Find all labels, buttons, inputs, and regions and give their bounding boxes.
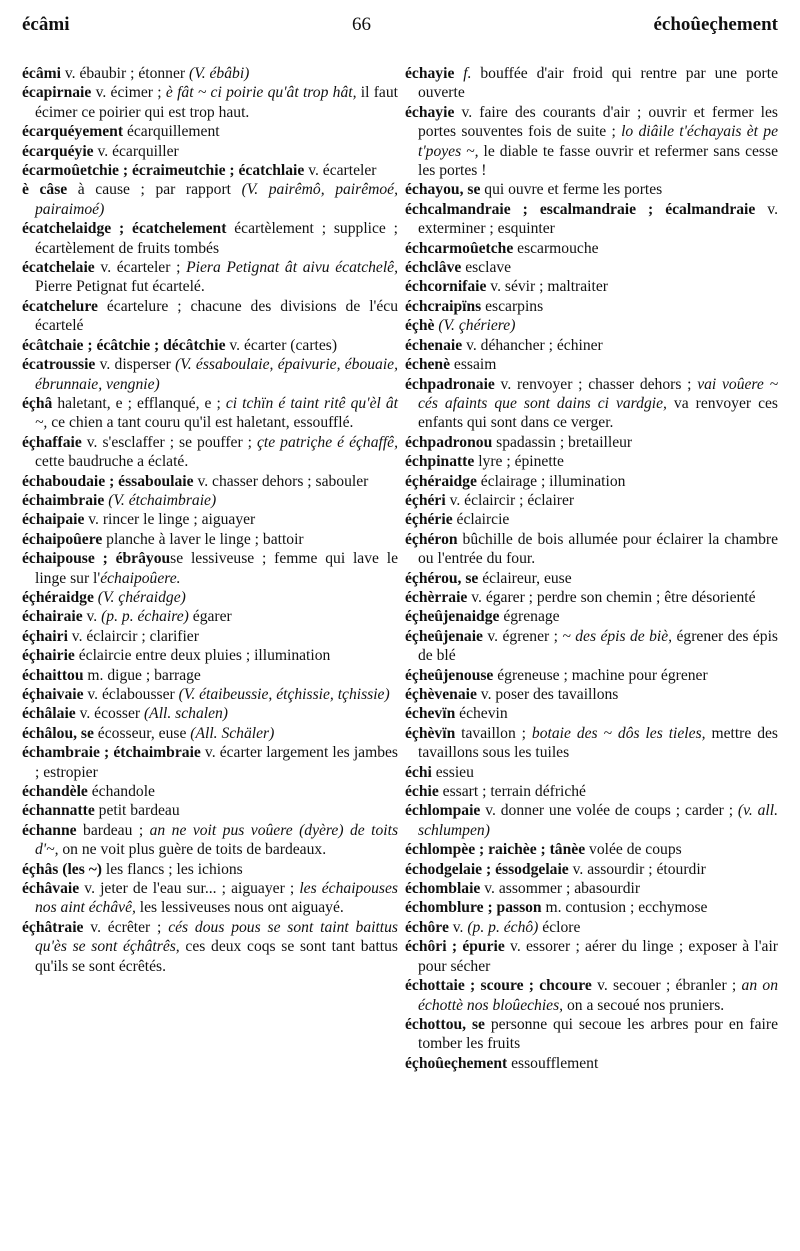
dictionary-entry-echeraidge2 xyxy=(405,472,778,491)
entry-example: an on échottè nos bloûechies, xyxy=(418,977,778,1014)
entry-headword: éçhéraidge xyxy=(22,588,94,606)
dictionary-entry-echori xyxy=(405,937,778,976)
entry-example: è fât ~ ci poirie qu'ât trop hât, xyxy=(165,84,357,102)
entry-example: (v. all. schlumpen) xyxy=(418,802,778,839)
entry-definition: essoufflement xyxy=(507,1054,599,1072)
entry-definition: escarpins xyxy=(481,297,544,315)
entry-headword: échpadronou xyxy=(405,433,493,451)
entry-example: ci tchïn é taint ritê qu'èl ât ~, xyxy=(35,394,398,432)
page-number: 66 xyxy=(351,14,371,35)
entry-headword: échodgelaie ; éssodgelaie xyxy=(405,860,569,878)
entry-definition: escarmouche xyxy=(513,239,599,257)
entry-definition: v. écarter (cartes) xyxy=(225,336,338,354)
entry-definition: bardeau ; xyxy=(76,821,150,839)
dictionary-entry-echenaie xyxy=(405,336,778,355)
dictionary-entry-echeujenouse xyxy=(405,666,778,685)
entry-headword: écarquéyie xyxy=(22,142,94,160)
entry-definition: spadassin ; bretailleur xyxy=(492,433,633,451)
entry-example: çte patriçhe é éçhaffê, xyxy=(257,433,398,451)
entry-example: an ne voit pus voûere (dyère) de toits d'~, xyxy=(35,821,399,859)
entry-definition: écartèlement ; supplice ; écartèlement de fruits tombés xyxy=(35,220,398,257)
entry-example: Piera Petignat ât aivu écatchelê, xyxy=(186,259,398,277)
entry-definition: éclaircie xyxy=(452,511,510,529)
entry-headword: éçheûjenouse xyxy=(405,666,494,684)
dictionary-entry-ecatchelure xyxy=(22,297,398,336)
dictionary-entry-echavaie xyxy=(22,879,398,918)
entry-definition: éclairage ; illumination xyxy=(476,472,626,490)
dictionary-entry-echambraie xyxy=(22,743,398,782)
entry-headword: échairaie xyxy=(22,608,83,626)
entry-headword: échayou, se xyxy=(405,181,481,199)
entry-definition: v. exterminer ; esquinter xyxy=(418,200,778,238)
entry-headword: échenè xyxy=(405,356,451,374)
dictionary-entry-echeujenaie xyxy=(405,627,778,666)
dictionary-entry-echevin1 xyxy=(405,704,778,723)
columns xyxy=(22,64,778,1073)
entry-headword: échcraipïns xyxy=(405,297,482,315)
entry-definition: le diable te fasse ouvrir et refermer sans cesse les portes ! xyxy=(418,142,778,180)
entry-definition: v. jeter de l'eau sur... ; aiguayer ; xyxy=(79,880,300,898)
entry-example: (p. p. échô) xyxy=(467,918,539,936)
entry-definition: v. faire des courants d'air ; ouvrir et fermer les portes souventes fois de suite ; xyxy=(418,103,778,141)
entry-headword: écatchelaie xyxy=(22,259,95,277)
entry-definition: v. sévir ; maltraiter xyxy=(486,278,608,296)
dictionary-entry-ecami xyxy=(22,64,398,83)
entry-definition: écartelure ; chacune des divisions de l'écu écartelé xyxy=(35,297,398,335)
entry-definition: v. donner une volée de coups ; carder ; xyxy=(480,802,738,820)
entry-example: (V. çhéraidge) xyxy=(97,588,186,606)
entry-definition: v. assommer ; abasourdir xyxy=(480,880,641,898)
dictionary-entry-echottaie xyxy=(405,976,778,1015)
entry-definition: v. s'esclaffer ; se pouffer ; xyxy=(81,433,257,451)
entry-headword: éçhérou, se xyxy=(405,569,479,587)
entry-definition: v. déhancher ; échiner xyxy=(462,336,603,354)
entry-headword: échcalmandraie ; escalmandraie ; écalmandraie xyxy=(405,200,756,218)
entry-definition: lyre ; épinette xyxy=(474,453,564,471)
entry-example: vai voûere ~ cés afaints que sont dains ci vardgie, xyxy=(418,375,779,412)
left-column xyxy=(22,64,398,1073)
dictionary-entry-echomblaie xyxy=(405,879,778,898)
entry-headword: échottou, se xyxy=(405,1015,485,1033)
entry-example: (V. étaibeussie, étçhissie, tçhissie) xyxy=(178,686,390,703)
dictionary-entry-echalou xyxy=(22,724,398,743)
entry-example: (V. éssaboulaie, épaivurie, ébouaie, ébrunnaie, vengnie) xyxy=(35,356,398,393)
dictionary-entry-echas xyxy=(22,860,398,879)
entry-definition: essart ; terrain défriché xyxy=(438,783,586,801)
entry-headword: éçhairie xyxy=(22,647,75,665)
entry-definition: se lessiveuse ; femme qui lave le linge sur l' xyxy=(35,550,399,587)
entry-definition: m. contusion ; ecchymose xyxy=(541,899,708,917)
dictionary-entry-echalaie xyxy=(22,704,398,723)
entry-example: (V. étchaimbraie) xyxy=(108,491,217,509)
entry-headword: échambraie ; étchaimbraie xyxy=(22,744,201,762)
entry-definition: essaim xyxy=(450,356,497,374)
entry-definition: v. écarter largement les jambes ; estropier xyxy=(35,744,398,781)
entry-headword: échlompaie xyxy=(405,802,481,820)
entry-headword: écatchelaidge ; écatchelement xyxy=(22,220,227,238)
entry-definition: essieu xyxy=(431,763,474,781)
entry-example: cés dous pous se sont taint baittus qu'ès se sont éçhâtrês, xyxy=(35,918,398,956)
entry-definition: égrenage xyxy=(499,608,560,626)
dictionary-entry-ecarqueyie xyxy=(22,142,398,161)
entry-headword: échandèle xyxy=(22,783,88,801)
entry-definition: v. éclaircir ; clarifier xyxy=(67,627,199,645)
entry-definition: écarquillement xyxy=(123,123,220,141)
entry-headword: échannatte xyxy=(22,802,95,820)
entry-headword: écapirnaie xyxy=(22,84,92,102)
dictionary-entry-echatraie xyxy=(22,918,398,976)
entry-headword: échôre xyxy=(405,918,449,936)
entry-definition: v. rincer le linge ; aiguayer xyxy=(84,511,256,529)
entry-headword: éçhâtraie xyxy=(22,918,84,936)
entry-headword: échâlou, se xyxy=(22,724,94,742)
entry-definition: v. éclabousser xyxy=(83,686,179,703)
dictionary-entry-echlompee xyxy=(405,840,778,859)
entry-definition: éclaircie entre deux pluies ; illumination xyxy=(74,647,331,665)
entry-example: (V. ébâbi) xyxy=(189,65,250,82)
entry-definition: v. assourdir ; étourdir xyxy=(568,860,706,878)
entry-definition: v. éclaircir ; éclairer xyxy=(445,491,575,509)
dictionary-entry-ecapirnaie xyxy=(22,83,398,122)
entry-headword: éçhairi xyxy=(22,627,68,645)
dictionary-entry-echairaie xyxy=(22,607,398,626)
entry-definition: écosseur, euse xyxy=(93,724,191,742)
entry-definition: qui ouvre et ferme les portes xyxy=(480,181,663,199)
dictionary-entry-echevenaie xyxy=(405,685,778,704)
entry-headword: éçhaivaie xyxy=(22,686,84,703)
entry-headword: éçhèvïn xyxy=(405,724,456,742)
dictionary-entry-echoueechement xyxy=(405,1054,778,1073)
entry-definition: v. xyxy=(448,918,468,936)
entry-headword: échayie xyxy=(405,65,455,82)
entry-definition: v. égarer ; perdre son chemin ; être désorienté xyxy=(467,588,756,606)
dictionary-entry-ecatchelaidge xyxy=(22,219,398,258)
dictionary-entry-echodgelaie xyxy=(405,860,778,879)
entry-definition: mettre des tavaillons sous les tuiles xyxy=(418,724,778,762)
entry-headword: échaimbraie xyxy=(22,491,105,509)
entry-headword: échayie xyxy=(405,103,455,121)
left-running-headword: écâmi xyxy=(22,14,70,35)
entry-headword: écarmoûetchie ; écraimeutchie ; écatchlaie xyxy=(22,162,305,180)
entry-definition: égrener des épis de blé xyxy=(418,627,778,665)
dictionary-entry-echottou xyxy=(405,1015,778,1054)
entry-definition: Pierre Petignat fut écartelé. xyxy=(35,278,205,296)
dictionary-entry-echaipouere xyxy=(22,530,398,549)
entry-definition: bûchille de bois allumée pour éclairer la chambre ou l'entrée du four. xyxy=(418,530,778,568)
entry-definition: v. écrêter ; xyxy=(83,918,169,936)
dictionary-entry-echerraie xyxy=(405,588,778,607)
entry-headword: éçhaffaie xyxy=(22,433,82,451)
entry-example: lo diâile t'échayais èt pe t'poyes ~, xyxy=(418,123,778,160)
entry-definition xyxy=(454,65,463,82)
entry-headword: échenaie xyxy=(405,336,463,354)
entry-headword: écarquéyement xyxy=(22,123,124,141)
entry-definition: esclave xyxy=(461,259,512,277)
entry-definition: v. écimer ; xyxy=(91,84,166,102)
entry-example: botaie des ~ dôs les tieles, xyxy=(531,724,706,742)
entry-headword: éçhèvenaie xyxy=(405,686,477,703)
right-column xyxy=(405,64,778,1073)
dictionary-entry-echcalmandraie xyxy=(405,200,778,239)
entry-headword: écâmi xyxy=(22,65,61,82)
dictionary-entry-echanne xyxy=(22,821,398,860)
dictionary-entry-echie xyxy=(405,782,778,801)
dictionary-entry-echaittou xyxy=(22,666,398,685)
dictionary-entry-echevin2 xyxy=(405,724,778,763)
entry-definition: v. chasser dehors ; sabouler xyxy=(193,472,369,490)
entry-definition: cette baudruche a éclaté. xyxy=(35,453,189,471)
entry-definition: v. poser des tavaillons xyxy=(476,686,619,703)
entry-definition: on ne voit plus guère de toits de bardeaux. xyxy=(58,841,327,859)
dictionary-entry-echayie-f xyxy=(405,64,778,103)
entry-headword: échèrraie xyxy=(405,588,468,606)
entry-headword: écatchelure xyxy=(22,297,98,315)
entry-definition: petit bardeau xyxy=(94,802,180,820)
dictionary-entry-echeron xyxy=(405,530,778,569)
dictionary-entry-echaffaie xyxy=(22,433,398,472)
entry-definition: v. écarteler ; xyxy=(94,259,187,277)
dictionary-entry-echpinatte xyxy=(405,452,778,471)
entry-definition: échandole xyxy=(87,783,155,801)
entry-definition: planche à laver le linge ; battoir xyxy=(102,530,304,548)
dictionary-entry-echi xyxy=(405,763,778,782)
entry-definition: égreneuse ; machine pour égrener xyxy=(493,666,708,684)
entry-headword: échaipaie xyxy=(22,511,85,529)
entry-example: (All. Schäler) xyxy=(190,724,275,742)
entry-definition: ce chien a tant couru qu'il est haletant, essoufflé. xyxy=(47,414,354,432)
dictionary-entry-ecarmouetchie xyxy=(22,161,398,180)
entry-headword: échâvaie xyxy=(22,880,80,898)
right-running-headword: échoûeçhement xyxy=(653,14,778,35)
entry-definition: v. égrener ; xyxy=(482,627,563,645)
entry-definition: m. digue ; barrage xyxy=(83,666,201,684)
entry-headword: échlompèe ; raichèe ; tânèe xyxy=(405,841,586,859)
entry-definition: v. écarquiller xyxy=(93,142,179,160)
entry-definition: va renvoyer ces enfants qui sont dans ce verger. xyxy=(418,394,778,432)
entry-definition: v. renvoyer ; chasser dehors ; xyxy=(494,375,698,393)
page-header xyxy=(22,12,778,46)
entry-example: ~ des épis de biè, xyxy=(562,627,673,645)
entry-example: les échaipouses nos aint échâvê, xyxy=(35,880,398,917)
dictionary-entry-echerie xyxy=(405,510,778,529)
entry-example: (p. p. échaire) xyxy=(101,608,189,626)
entry-example: (V. pairêmô, pairêmoé, pairaimoé) xyxy=(35,181,399,218)
entry-definition: échevin xyxy=(455,705,508,723)
dictionary-entry-echomblure xyxy=(405,898,778,917)
dictionary-entry-echaipaie xyxy=(22,510,398,529)
dictionary-entry-echclave xyxy=(405,258,778,277)
entry-headword: éçheûjenaie xyxy=(405,627,483,645)
dictionary-entry-echaivaie xyxy=(22,685,398,704)
entry-headword: éçhâs (les ~) xyxy=(22,860,102,878)
dictionary-entry-ecatchelaie xyxy=(22,258,398,297)
entry-definition: ces deux coqs se sont tant battus qu'ils se sont écrêtés. xyxy=(35,938,398,975)
entry-definition: les lessiveuses nous ont aiguayé. xyxy=(135,899,344,917)
dictionary-entry-eche xyxy=(405,316,778,335)
entry-headword: éçhéraidge xyxy=(405,472,477,490)
entry-definition: à cause ; par rapport xyxy=(67,181,242,199)
entry-headword: échaipoûere xyxy=(22,530,103,548)
entry-headword: éçhérie xyxy=(405,511,453,529)
entry-headword: éçhéron xyxy=(405,530,458,548)
entry-headword: échcarmoûetche xyxy=(405,239,514,257)
dictionary-entry-echaimbraie xyxy=(22,491,398,510)
entry-definition: tavaillon ; xyxy=(455,724,532,742)
entry-headword: échomblaie xyxy=(405,880,481,898)
entry-headword: échi xyxy=(405,763,432,781)
entry-headword: éçheûjenaidge xyxy=(405,608,500,626)
dictionary-entry-echpadronou xyxy=(405,433,778,452)
entry-definition: égarer xyxy=(188,608,232,626)
entry-headword: éçhoûeçhement xyxy=(405,1054,508,1072)
entry-headword: échaittou xyxy=(22,666,84,684)
entry-headword: échclâve xyxy=(405,259,462,277)
dictionary-entry-echayou xyxy=(405,180,778,199)
dictionary-entry-echene xyxy=(405,355,778,374)
entry-headword: échaipouse ; ébrâyou xyxy=(22,550,171,568)
entry-definition: volée de coups xyxy=(585,841,682,859)
dictionary-entry-echandele xyxy=(22,782,398,801)
entry-headword: échaboudaie ; éssaboulaie xyxy=(22,472,194,490)
entry-headword: échanne xyxy=(22,821,77,839)
entry-definition: éclaireur, euse xyxy=(478,569,572,587)
dictionary-entry-echeri xyxy=(405,491,778,510)
dictionary-entry-echairie xyxy=(22,646,398,665)
entry-headword: échâlaie xyxy=(22,705,76,723)
dictionary-entry-echeraidge xyxy=(22,588,398,607)
entry-headword: è câse xyxy=(22,181,68,199)
entry-headword: éçhè xyxy=(405,317,435,335)
entry-definition: v. écosser xyxy=(75,705,144,723)
dictionary-entry-e-case xyxy=(22,180,398,219)
entry-definition: v. disperser xyxy=(95,356,176,374)
entry-headword: échôri ; épurie xyxy=(405,938,505,956)
dictionary-entry-ecatchaie xyxy=(22,336,398,355)
entry-headword: écâtchaie ; écâtchie ; décâtchie xyxy=(22,336,226,354)
entry-definition: haletant, e ; efflanqué, e ; xyxy=(52,394,226,412)
dictionary-entry-echcarmouetche xyxy=(405,239,778,258)
entry-headword: échomblure ; passon xyxy=(405,899,542,917)
entry-headword: échcornifaie xyxy=(405,278,487,296)
entry-definition: on a secoué nos pruniers. xyxy=(563,996,725,1014)
entry-definition: v. secouer ; ébranler ; xyxy=(591,977,742,995)
entry-headword: échottaie ; scoure ; chcoure xyxy=(405,977,592,995)
dictionary-entry-echannatte xyxy=(22,801,398,820)
entry-headword: éçhâ xyxy=(22,394,53,412)
entry-headword: échie xyxy=(405,783,439,801)
entry-example: (V. çhériere) xyxy=(438,317,516,335)
entry-headword: échevïn xyxy=(405,705,456,723)
entry-headword: écatroussie xyxy=(22,356,96,374)
entry-example: échaipoûere. xyxy=(100,569,181,587)
dictionary-entry-echpadronaie xyxy=(405,375,778,433)
entry-definition: v. ébaubir ; étonner xyxy=(60,65,189,82)
entry-headword: échpadronaie xyxy=(405,375,495,393)
dictionary-entry-echeujenaidge xyxy=(405,607,778,626)
entry-definition: les flancs ; les ichions xyxy=(102,860,243,878)
dictionary-entry-echcraipins xyxy=(405,297,778,316)
dictionary-entry-ecatroussie xyxy=(22,355,398,394)
dictionary-entry-echerou xyxy=(405,569,778,588)
entry-definition: bouffée d'air froid qui rentre par une porte ouverte xyxy=(418,65,779,102)
dictionary-entry-echayie-v xyxy=(405,103,778,181)
dictionary-entry-echaipouse xyxy=(22,549,398,588)
entry-example: (All. schalen) xyxy=(143,705,228,723)
entry-definition: v. essorer ; aérer du linge ; exposer à l'air pour sécher xyxy=(418,938,779,975)
entry-definition: éclore xyxy=(538,918,581,936)
entry-example: f. xyxy=(463,65,472,82)
dictionary-entry-echaboudaie xyxy=(22,472,398,491)
entry-definition: v. écarteler xyxy=(304,162,377,180)
dictionary-entry-echa xyxy=(22,394,398,433)
dictionary-entry-ecarqueyement xyxy=(22,122,398,141)
entry-headword: éçhéri xyxy=(405,491,446,509)
dictionary-entry-echairi xyxy=(22,627,398,646)
entry-definition: v. xyxy=(82,608,102,626)
dictionary-entry-echcornifaie xyxy=(405,277,778,296)
entry-definition: personne qui secoue les arbres pour en faire tomber les fruits xyxy=(418,1015,778,1053)
entry-definition: il faut écimer ce poirier qui est trop haut. xyxy=(35,84,398,121)
dictionary-entry-echore xyxy=(405,918,778,937)
dictionary-entry-echlompaie xyxy=(405,801,778,840)
entry-headword: échpinatte xyxy=(405,453,475,471)
